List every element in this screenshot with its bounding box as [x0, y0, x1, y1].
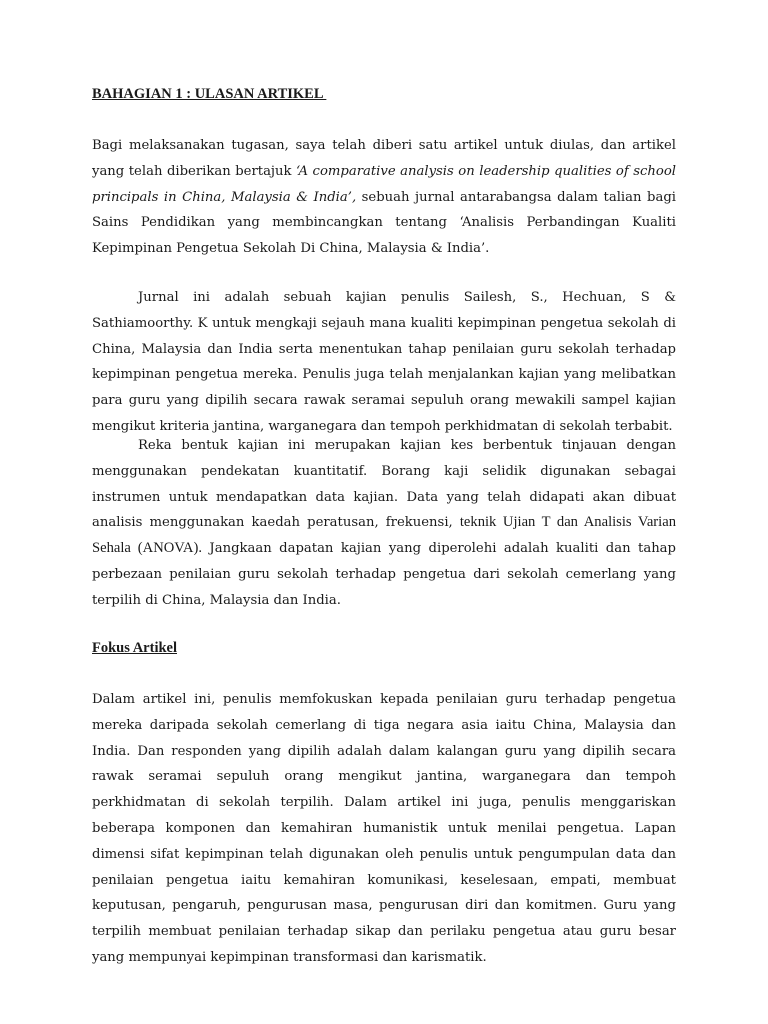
focus-subheading: Fokus Artikel	[92, 640, 177, 656]
intro-text-end: sebuah jurnal antarabangsa dalam talian bagi Sains Pendidikan yang membincangkan tentang ‘Analisis Perbandingan Kualiti Kepimpinan Pengetua Sekolah Di China, Malaysia & India’.	[92, 189, 676, 257]
methodology-text-end: Jangkaan dapatan kajian yang diperolehi adalah kualiti dan tahap perbezaan penilaian guru sekolah terhadap pengetua dari sekolah cemerlang yang terpilih di China, Malaysia dan India.	[92, 541, 676, 608]
methodology-paragraph	[92, 433, 676, 614]
article-title-italic: ‘A comparative analysis on leadership qualities of school principals in China, Malaysia & India’,	[92, 163, 676, 205]
statistical-techniques-text: teknik Ujian T dan Analisis Varian Sehala (ANOVA).	[92, 514, 676, 557]
authors-paragraph: Jurnal ini adalah sebuah kajian penulis Sailesh, S., Hechuan, S & Sathiamoorthy. K untuk mengkaji sejauh mana kualiti kepimpinan pengetua sekolah di China, Malaysia dan India serta menentukan tahap penilaian guru sekolah terhadap kepimpinan pengetua mereka. Penulis juga telah menjalankan kajian yang melibatkan para guru yang dipilih secara rawak seramai sepuluh orang mewakili sampel kajian mengikut kriteria jantina, warganegara dan tempoh perkhidmatan di sekolah terbabit.	[92, 290, 676, 434]
methodology-text-start: Reka bentuk kajian ini merupakan kajian kes berbentuk tinjauan dengan menggunakan pendekatan kuantitatif. Borang kaji selidik digunakan sebagai instrumen untuk mendapatkan data kajian. Data yang telah didapati akan dibuat analisis menggunakan kaedah peratusan, frekuensi,	[92, 438, 676, 531]
focus-paragraph: Dalam artikel ini, penulis memfokuskan kepada penilaian guru terhadap pengetua mereka daripada sekolah cemerlang di tiga negara asia iaitu China, Malaysia dan India. Dan responden yang dipilih adalah dalam kalangan guru yang dipilih secara rawak seramai sepuluh orang mengikut jantina, warganegara dan tempoh perkhidmatan di sekolah terpilih. Dalam artikel ini juga, penulis menggariskan beberapa komponen dan kemahiran humanistik untuk menilai pengetua. Lapan dimensi sifat kepimpinan telah digunakan oleh penulis untuk pengumpulan data dan penilaian pengetua iaitu kemahiran komunikasi, keselesaan, empati, membuat keputusan, pengaruh, pengurusan masa, pengurusan diri dan komitmen. Guru yang terpilih membuat penilaian terhadap sikap dan perilaku pengetua atau guru besar yang mempunyai kepimpinan transformasi dan karismatik.	[92, 692, 676, 965]
intro-text-start: Bagi melaksanakan tugasan, saya telah diberi satu artikel untuk diulas, dan artikel yang telah diberikan bertajuk	[92, 138, 676, 179]
section-heading: BAHAGIAN 1 : ULASAN ARTIKEL	[92, 86, 327, 102]
intro-paragraph	[92, 133, 676, 262]
